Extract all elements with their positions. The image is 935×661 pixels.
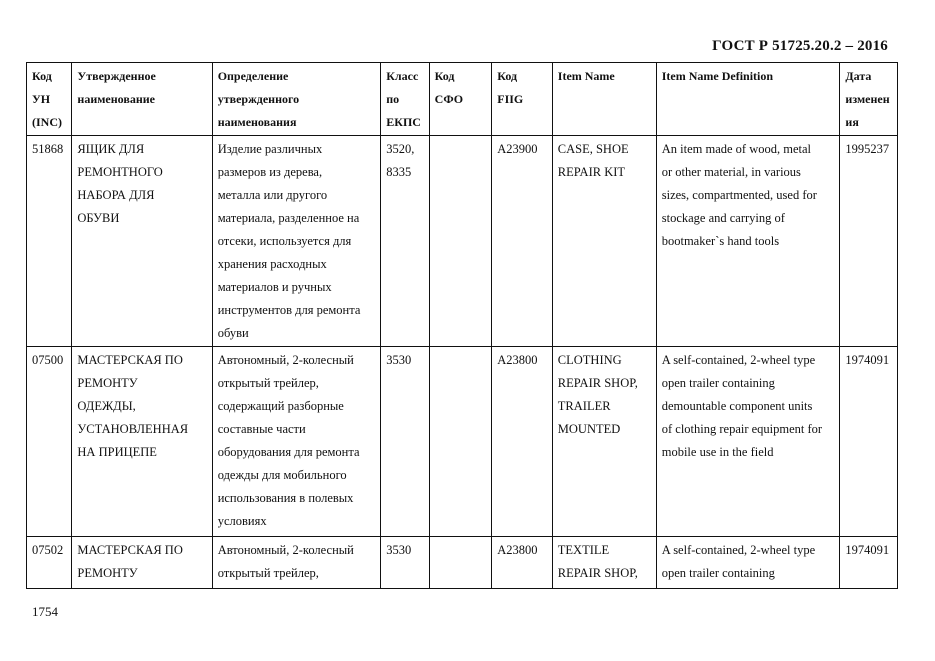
table-row — [27, 537, 898, 589]
column-header-class: Класс по ЕКПС — [381, 63, 429, 136]
cell-inc: 07500 — [27, 347, 72, 537]
cell-item-name: TEXTILE REPAIR SHOP, — [552, 537, 656, 589]
cell-sfo — [429, 136, 492, 347]
cell-approved-name: ЯЩИК ДЛЯ РЕМОНТНОГО НАБОРА ДЛЯ ОБУВИ — [72, 136, 212, 347]
cell-item-name: CLOTHING REPAIR SHOP, TRAILER MOUNTED — [552, 347, 656, 537]
column-header-inc: Код УН (INC) — [27, 63, 72, 136]
cell-fiig: A23800 — [492, 347, 553, 537]
cell-item-definition: A self-contained, 2-wheel type open trailer containing — [656, 537, 840, 589]
cell-item-name: CASE, SHOE REPAIR KIT — [552, 136, 656, 347]
column-header-definition: Определение утвержденного наименования — [212, 63, 381, 136]
cell-fiig: A23800 — [492, 537, 553, 589]
cell-class: 3520, 8335 — [381, 136, 429, 347]
cell-class: 3530 — [381, 537, 429, 589]
cell-approved-name: МАСТЕРСКАЯ ПО РЕМОНТУ — [72, 537, 212, 589]
cell-sfo — [429, 537, 492, 589]
column-header-fiig: Код FIIG — [492, 63, 553, 136]
cell-definition: Автономный, 2-колесный открытый трейлер, содержащий разборные составные части оборудования для ремонта одежды для мобильного использования в полевых условиях — [212, 347, 381, 537]
cell-item-definition: A self-contained, 2-wheel type open trailer containing demountable component units of clothing repair equipment for mobile use in the field — [656, 347, 840, 537]
cell-date: 1995237 — [840, 136, 898, 347]
table-row — [27, 347, 898, 537]
cell-inc: 51868 — [27, 136, 72, 347]
cell-item-definition: An item made of wood, metal or other material, in various sizes, compartmented, used for stockage and carrying of bootmaker`s hand tools — [656, 136, 840, 347]
cell-date: 1974091 — [840, 537, 898, 589]
catalog-table — [26, 62, 898, 589]
column-header-item-name: Item Name — [552, 63, 656, 136]
cell-sfo — [429, 347, 492, 537]
cell-inc: 07502 — [27, 537, 72, 589]
table-row — [27, 136, 898, 347]
page-number: 1754 — [32, 604, 58, 619]
document-id: ГОСТ Р 51725.20.2 – 2016 — [712, 38, 888, 54]
column-header-date: Дата изменен ия — [840, 63, 898, 136]
column-header-approved-name: Утвержденное наименование — [72, 63, 212, 136]
cell-definition: Изделие различных размеров из дерева, металла или другого материала, разделенное на отсеки, используется для хранения расходных материалов и ручных инструментов для ремонта обуви — [212, 136, 381, 347]
cell-date: 1974091 — [840, 347, 898, 537]
column-header-item-definition: Item Name Definition — [656, 63, 840, 136]
cell-definition: Автономный, 2-колесный открытый трейлер, — [212, 537, 381, 589]
table-header-row — [27, 63, 898, 136]
cell-approved-name: МАСТЕРСКАЯ ПО РЕМОНТУ ОДЕЖДЫ, УСТАНОВЛЕННАЯ НА ПРИЦЕПЕ — [72, 347, 212, 537]
cell-class: 3530 — [381, 347, 429, 537]
column-header-sfo: Код СФО — [429, 63, 492, 136]
cell-fiig: A23900 — [492, 136, 553, 347]
